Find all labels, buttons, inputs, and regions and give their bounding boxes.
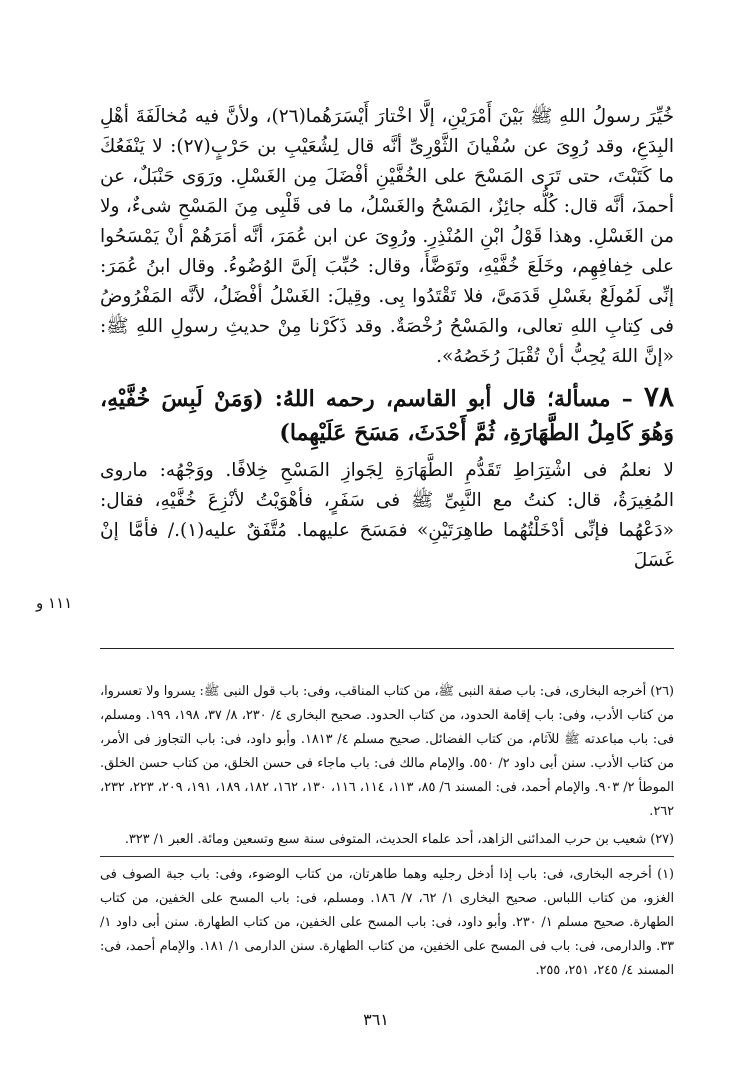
page-number: ٣٦١ <box>363 1010 389 1029</box>
footnotes <box>100 680 674 987</box>
paragraph-2: لا نعلمُ فى اشْتِرَاطِ تَقَدُّمِ الطَّهَارَةِ لِجَوازِ المَسْحِ خِلافًا. ووَجْهُه: ماروى المُغِيرَةُ، قال: كنتُ مع النَّبِىِّ ﷺ فى سَفَرٍ، فأهْوَيْتُ لأنْزِعَ خُفَّيْهِ، فقال: «دَعْهُما فإنِّى أدْخَلْتُهُما طاهِرَتَيْنِ» فمَسَحَ عليهما. مُتَّفَقٌ عليه(١)./ فأمَّا إنْ غَسَلَ <box>100 460 674 571</box>
footnote-27: (٢٧) شعيب بن حرب المدائنى الزاهد، أحد علماء الحديث، المتوفى سنة سبع وتسعين ومائة. العبر ١/ ٣٢٣. <box>124 832 674 847</box>
footnote-inner-divider <box>100 856 674 857</box>
paragraph-1: خُيِّرَ رسولُ اللهِ ﷺ بَيْنَ أَمْرَيْنِ، إلَّا اخْتارَ أَيْسَرَهُما(٢٦)، ولأنَّ فيه مُخالَفَةَ أهْلِ البِدَعِ، وقد رُوِىَ عن سُفْيانَ الثَّوْرِىِّ أنَّه قال لِشُعَيْبِ بن حَرْبٍ(٢٧): لا يَنْفَعُكَ ما كَتَبْتَ، حتى تَرَى المَسْحَ على الخُفَّيْنِ أفْضَلَ مِن الغَسْلِ. ورَوَى حَنْبَلٌ، عن أحمدَ، أنَّه قال: كُلُّه جائِزٌ، المَسْحُ والغَسْلُ، ما فى قَلْبِى مِنَ المَسْحِ شىءٌ، ولا من الغَسْلِ. وهذا قَوْلُ ابْنِ المُنْذِرِ. ورُوِىَ عن ابن عُمَرَ، أنَّه أمَرَهُمْ أنْ يَمْسَحُوا على خِفافِهِم، وخَلَعَ خُفَّيْهِ، وتَوَضَّأَ، وقال: حُبِّبَ إلَىَّ الوُضُوءُ. وقال ابنُ عُمَرَ: إنِّى لَمُولَعٌ بغَسْلِ قَدَمَىَّ، فلا تَقْتَدُوا بِى. وقِيلَ: الغَسْلُ أفْضَلُ، لأنَّه المَفْرُوضُ فى كِتابِ اللهِ تعالى، والمَسْحُ رُخْصَةٌ. وقد ذَكَرْنا مِنْ حديثِ رسولِ اللهِ ﷺ: «إنَّ اللهَ يُحِبُّ أنْ تُقْبَلَ رُخَصُهُ». <box>100 106 675 367</box>
manuscript-folio-ref: ١١١ و <box>36 594 73 612</box>
footnote-divider <box>100 648 674 649</box>
masala-number: ٧٨ <box>643 380 674 413</box>
footnote-26: (٢٦) أخرجه البخارى، فى: باب صفة النبى ﷺ، من كتاب المناقب، وفى: باب قول النبى ﷺ: يسروا ولا تعسروا، من كتاب الأدب، وفى: باب إقامة الحدود، من كتاب الحدود. صحيح البخارى ٤/ ٢٣٠، ٨/ ٣٧، ١٩٨، ١٩٩. ومسلم، فى: باب مباعدته ﷺ للآثام، من كتاب الفضائل. صحيح مسلم ٤/ ١٨١٣. وأبو داود، فى: باب التجاوز فى الأمر، من كتاب الأدب. سنن أبى داود ٢/ ٥٥٠. والإمام مالك فى: باب ماجاء فى حسن الخلق، من كتاب حسن الخلق. الموطأ ٢/ ٩٠٣. والإمام أحمد، فى: المسند ٦/ ٨٥، ١١٣، ١١٤، ١١٦، ١٣٠، ١٦٢، ١٨٢، ١٨٩، ١٩١، ٢٠٩، ٢٢٣، ٢٣٢، ٢٦٢. <box>100 684 675 819</box>
masala-heading <box>100 380 674 450</box>
masala-title: – مسألة؛ قال أبو القاسم، رحمه اللهُ: (وَمَنْ لَبِسَ خُفَّيْهِ، وَهُوَ كَامِلُ الطَّهَارَةِ، ثُمَّ أَحْدَثَ، مَسَحَ عَلَيْهِما) <box>100 386 674 446</box>
footnote-1: (١) أخرجه البخارى، فى: باب إذا أدخل رجليه وهما طاهرتان، من كتاب الوضوء، وفى: باب جبة الصوف فى الغزو، من كتاب اللباس. صحيح البخارى ١/ ٦٢، ٧/ ١٨٦. ومسلم، فى: باب المسح على الخفين، من كتاب الطهارة. صحيح مسلم ١/ ٢٣٠. وأبو داود، فى: باب المسح على الخفين، من كتاب الطهارة. سنن أبى داود ١/ ٣٣. والدارمى، فى: باب فى المسح على الخفين، من كتاب الطهارة. سنن الدارمى ١/ ١٨١. والإمام أحمد، فى: المسند ٤/ ٢٤٥، ٢٥١، ٢٥٥. <box>100 867 675 978</box>
main-text <box>100 102 674 576</box>
